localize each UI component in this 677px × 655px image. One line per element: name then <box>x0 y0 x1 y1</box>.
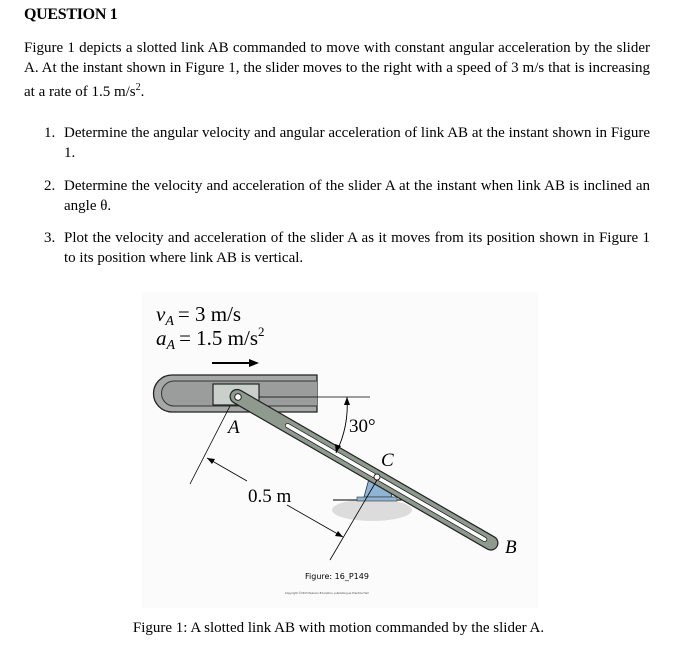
acceleration-label: aA = 1.5 $m/s^2$ <box>156 324 265 353</box>
item-number: 3. <box>44 230 56 246</box>
label-A: A <box>228 417 240 438</box>
item-number: 2. <box>44 178 56 194</box>
label-B: B <box>505 537 517 558</box>
intro-sup: 2 <box>135 82 141 93</box>
distance-label: 0.5 m <box>248 486 292 507</box>
intro-end: . <box>140 84 145 100</box>
item-text: Determine the angular velocity and angular acceleration of link AB at the instant shown in Figure 1. <box>64 125 650 161</box>
angle-label: 30° <box>349 416 376 437</box>
pin-C <box>374 474 380 480</box>
velocity-label: vA = 3 m/s <box>156 302 242 329</box>
ground <box>332 499 412 521</box>
figure-caption: Figure 1: A slotted link AB with motion commanded by the slider A. <box>132 620 545 636</box>
item-number: 1. <box>44 125 56 141</box>
question-title: QUESTION 1 <box>24 6 118 23</box>
item-text: Determine the velocity and acceleration of the slider A at the instant when link AB is inclined an angle θ. <box>64 178 650 214</box>
intro-text: Figure 1 depicts a slotted link AB commanded to move with constant angular acceleration by the slider A. At the instant shown in Figure 1, the slider moves to the right with a speed of 3 m/s that is increasing at a rate of 1.5 m/s <box>24 40 650 100</box>
support-base <box>357 497 397 501</box>
copyright: Copyright ©2013 Pearson Education, publishing as Prentice Hall <box>285 592 369 595</box>
item-text: Plot the velocity and acceleration of the slider A as it moves from its position shown in Figure 1 to its position where link AB is vertical. <box>64 230 650 266</box>
label-C: C <box>381 450 394 471</box>
figure-id: Figure: 16_P149 <box>305 572 369 581</box>
